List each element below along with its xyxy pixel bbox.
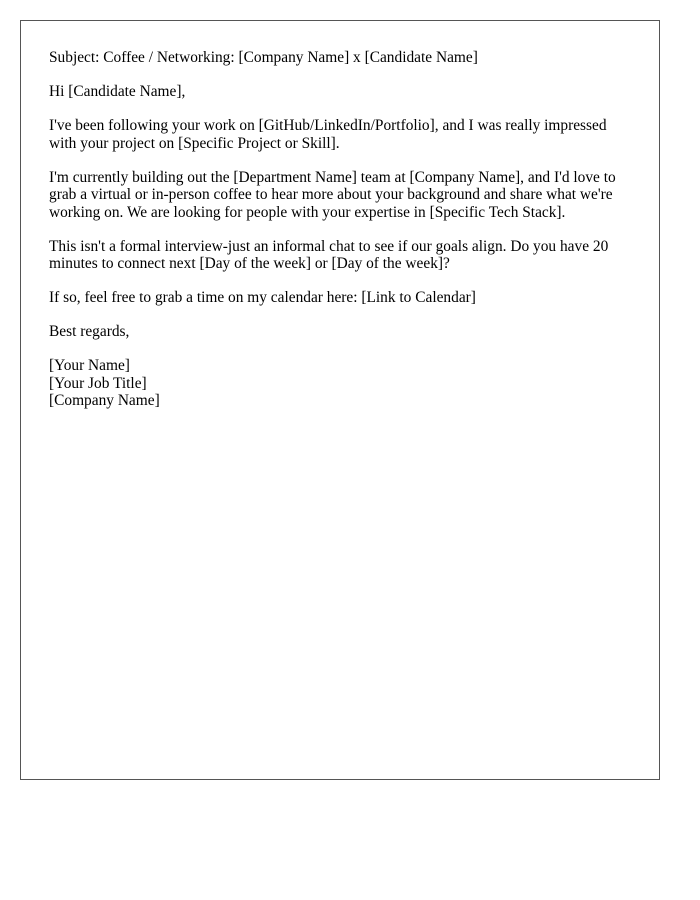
body-paragraph-calendar: If so, feel free to grab a time on my calendar here: [Link to Calendar] <box>49 289 476 306</box>
body-paragraph-team: I'm currently building out the [Department Name] team at [Company Name], and I'd love to grab a virtual or in-person coffee to hear more about your background and share what we're working on. We are looking for people with your expertise in [Specific Tech Stack]. <box>49 168 616 221</box>
body-paragraph-chat: This isn't a formal interview-just an informal chat to see if our goals align. Do you have 20 minutes to connect next [Day of the week] or [Day of the week]? <box>49 237 609 272</box>
email-subject: Subject: Coffee / Networking: [Company Name] x [Candidate Name] <box>49 49 478 66</box>
signature-block <box>49 357 631 410</box>
body-paragraph-intro: I've been following your work on [GitHub/LinkedIn/Portfolio], and I was really impressed with your project on [Specific Project or Skill]. <box>49 117 607 152</box>
letter-page <box>20 20 660 780</box>
signature-company: [Company Name] <box>49 392 160 409</box>
signature-name: [Your Name] <box>49 357 130 374</box>
closing: Best regards, <box>49 323 130 340</box>
signature-job-title: [Your Job Title] <box>49 374 147 392</box>
greeting: Hi [Candidate Name], <box>49 83 186 100</box>
